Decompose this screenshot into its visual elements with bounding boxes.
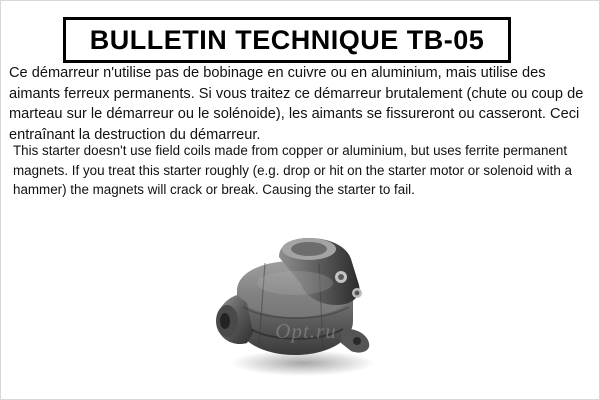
title-box [63,17,511,63]
starter-motor-photo [191,233,411,383]
watermark-text: Opt.ru [275,319,337,343]
english-paragraph: This starter doesn't use field coils made from copper or aluminium, but uses ferrite permanent magnets. If you treat this starter roughly (e.g. drop or hit on the starter motor or solenoid with a hammer) the magnets will crack or break. Causing the starter to fail. [13,143,572,197]
starter-motor-illustration [191,233,411,383]
page-title: BULLETIN TECHNIQUE TB-05 [89,24,485,55]
french-paragraph: Ce démarreur n'utilise pas de bobinage en cuivre ou en aluminium, mais utilise des aimants ferreux permanents. Si vous traitez ce démarreur brutalement (chute ou coup de marteau sur le démarreur ou le solénoide), les aimants se fissureront ou casseront. Ceci entraînant la destruction du démarreur. [9,65,584,143]
french-text-block [9,63,595,145]
english-text-block [13,141,593,200]
